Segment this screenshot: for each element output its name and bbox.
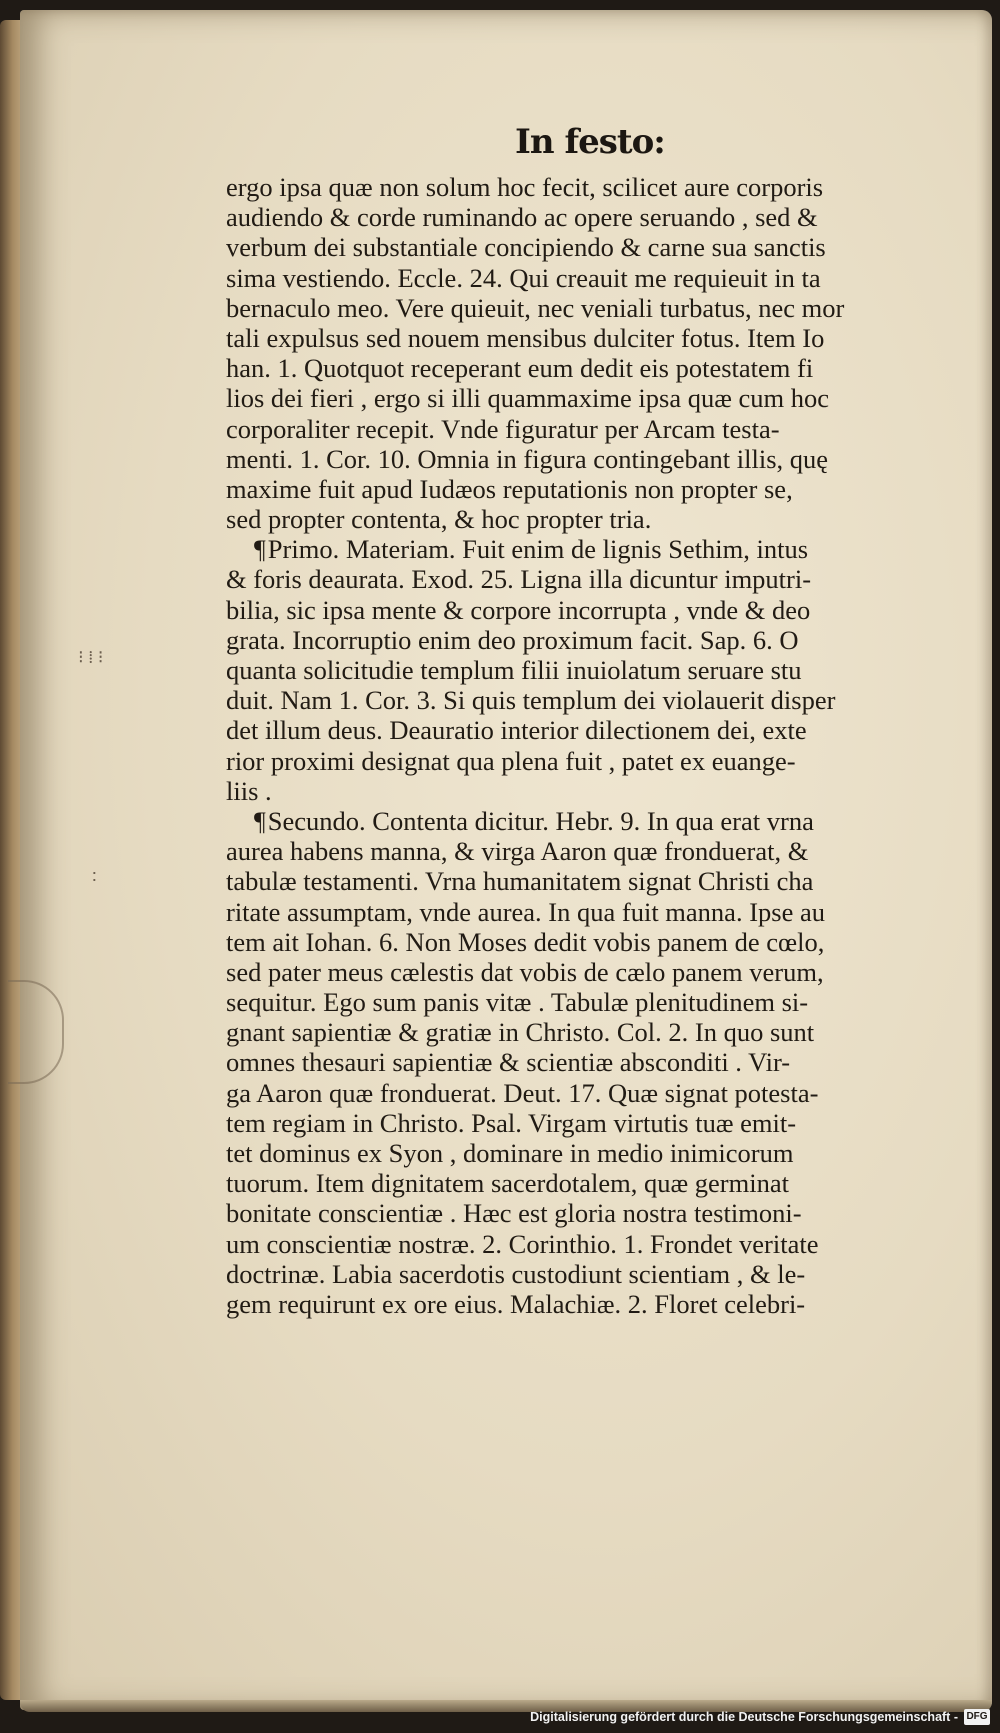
text-line: bonitate conscientiæ . Hæc est gloria nostra testimoni- <box>226 1198 802 1229</box>
pilcrow-mark: ¶ <box>254 535 266 565</box>
text-line: maxime fuit apud Iudæos reputationis non propter se, <box>226 473 793 504</box>
text-line: um conscientiæ nostræ. 2. Corinthio. 1. Frondet veritate <box>226 1228 819 1259</box>
text-line: tuorum. Item dignitatem sacerdotalem, quæ germinat <box>226 1168 789 1199</box>
credit-text: Digitalisierung gefördert durch die Deutsche Forschungsgemeinschaft - <box>530 1710 958 1724</box>
text-line: audiendo & corde ruminando ac opere seruando , sed & <box>226 202 818 233</box>
dfg-logo: DFG <box>964 1709 990 1725</box>
text-line: menti. 1. Cor. 10. Omnia in figura contingebant illis, quę <box>226 443 829 474</box>
text-line: sequitur. Ego sum panis vitæ . Tabulæ plenitudinem si- <box>226 987 809 1018</box>
text-line: grata. Incorruptio enim deo proximum facit. Sap. 6. O <box>226 624 799 655</box>
text-line: sed propter contenta, & hoc propter tria. <box>226 504 652 535</box>
text-line: tali expulsus sed nouem mensibus dulciter fotus. Item Io <box>226 322 825 353</box>
text-line: quanta solicitudie templum filii inuiolatum seruare stu <box>226 655 802 685</box>
text-line: gem requirunt ex ore eius. Malachiæ. 2. Floret celebri- <box>226 1288 806 1319</box>
running-head: In festo: <box>515 122 665 162</box>
text-line: aurea habens manna, & virga Aaron quæ fronduerat, & <box>226 836 809 867</box>
text-line: sima vestiendo. Eccle. 24. Qui creauit me requieuit in ta <box>226 262 821 293</box>
binding-clasp <box>8 980 64 1084</box>
text-line: lios dei fieri , ergo si illi quammaxime ipsa quæ cum hoc <box>226 383 830 414</box>
text-line: tem ait Iohan. 6. Non Moses dedit vobis panem de cœlo, <box>226 926 825 957</box>
text-line: bilia, sic ipsa mente & corpore incorrupta , vnde & deo <box>226 594 811 625</box>
margin-annotation-mark: ⁝ ⁞ ⁝ <box>78 647 104 667</box>
text-line: tem regiam in Christo. Psal. Virgam virtutis tuæ emit- <box>226 1107 797 1138</box>
text-line: ga Aaron quæ fronduerat. Deut. 17. Quæ signat potesta- <box>226 1077 819 1108</box>
text-line: det illum deus. Deauratio interior dilectionem dei, exte <box>226 715 807 746</box>
text-line: ritate assumptam, vnde aurea. In qua fuit manna. Ipse au <box>226 896 825 927</box>
text-line: corporaliter recepit. Vnde figuratur per Arcam testa- <box>226 413 780 444</box>
text-line: doctrinæ. Labia sacerdotis custodiunt scientiam , & le- <box>226 1258 806 1289</box>
text-line: Secundo. Contenta dicitur. Hebr. 9. In qua erat vrna <box>267 805 814 836</box>
text-line: han. 1. Quotquot receperant eum dedit eis potestatem fi <box>226 353 814 384</box>
text-line: gnant sapientiæ & gratiæ in Christo. Col. 2. In quo sunt <box>226 1017 815 1048</box>
text-line: Primo. Materiam. Fuit enim de lignis Sethim, intus <box>267 534 809 565</box>
text-line: sed pater meus cælestis dat vobis de cælo panem verum, <box>226 956 824 987</box>
text-line: liis . <box>226 775 272 806</box>
text-line: bernaculo meo. Vere quieuit, nec veniali turbatus, nec mor <box>226 292 845 323</box>
text-line: omnes thesauri sapientiæ & scientiæ absconditi . Vir- <box>226 1047 791 1078</box>
text-line: duit. Nam 1. Cor. 3. Si quis templum dei violauerit disper <box>226 685 836 716</box>
paragraph-start-line <box>226 534 964 564</box>
text-line: rior proximi designat qua plena fuit , patet ex euange- <box>226 745 796 776</box>
text-line: verbum dei substantiale concipiendo & carne sua sanctis <box>226 232 826 263</box>
text-line: & foris deaurata. Exod. 25. Ligna illa dicuntur imputri- <box>226 564 812 595</box>
paragraph-start-line <box>226 806 964 836</box>
margin-annotation-mark: ∶ <box>92 867 97 887</box>
text-line: ergo ipsa quæ non solum hoc fecit, scilicet aure corporis <box>226 172 824 202</box>
text-line: tabulæ testamenti. Vrna humanitatem signat Christi cha <box>226 866 814 897</box>
digitization-credit <box>530 1707 990 1727</box>
body-text <box>226 172 964 1319</box>
pilcrow-mark: ¶ <box>254 806 266 836</box>
text-line: tet dominus ex Syon , dominare in medio inimicorum <box>226 1138 794 1168</box>
